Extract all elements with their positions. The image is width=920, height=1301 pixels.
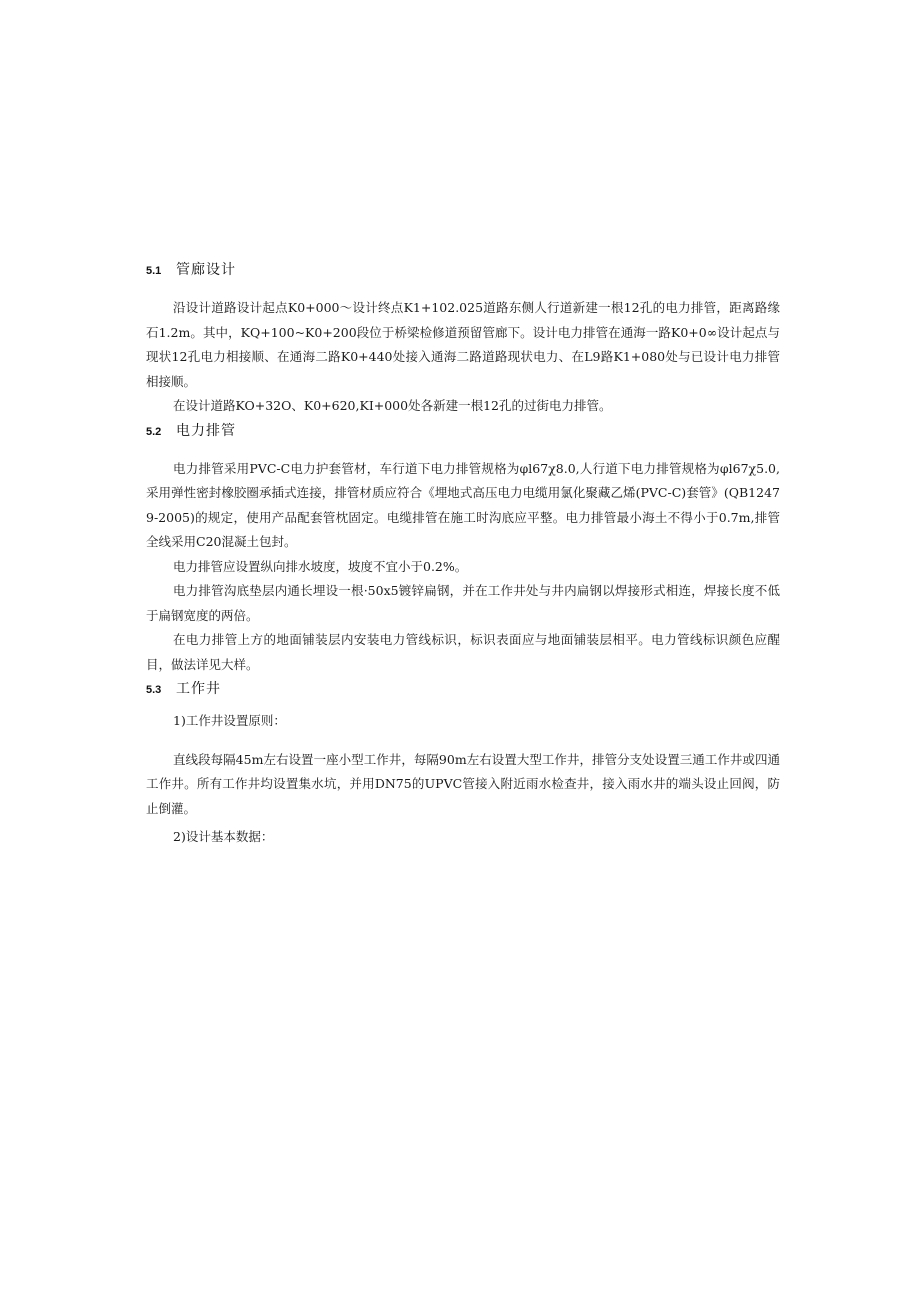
paragraph: 在电力排管上方的地面铺装层内安装电力管线标识，标识表面应与地面铺装层相平。电力管线标识颜色应醒目，做法详见大样。 <box>146 632 780 672</box>
paragraph: 在设计道路KO+32O、K0+620,KI+000处各新建一根12孔的过街电力排管。 <box>173 398 612 413</box>
section-heading-5-1 <box>146 258 780 282</box>
section-title: 工作井 <box>176 681 221 697</box>
paragraph: 电力排管采用PVC-C电力护套管材，车行道下电力排管规格为φl67χ8.0,人行道下电力排管规格为φl67χ5.0,采用弹性密封橡胶圈承插式连接，排管材质应符合《埋地式高压电力电缆用氯化聚藏乙烯(PVC-C)套管》(QB12479-2005)的规定，使用产品配套管枕固定。电缆排管在施工时沟底应平整。电力排管最小海土不得小于0.7m,排管全线采用C20混凝土包封。 <box>146 460 780 549</box>
section-title: 管廊设计 <box>176 262 236 278</box>
paragraph: 沿设计道路设计起点K0+000～设计终点K1+102.025道路东侧人行道新建一根12孔的电力排管，距离路缘石1.2m。其中，KQ+100~K0+200段位于桥梁检修道预留管廊下。设计电力排管在通海一路K0+0∞设计起点与现状12孔电力相接顺、在通海二路K0+440处接入通海二路道路现状电力、在L9路K1+080处与已设计电力排管相接顺。 <box>146 300 780 389</box>
paragraph: 电力排管应设置纵向排水坡度，坡度不宜小于0.2%。 <box>173 558 468 574</box>
section-number: 5.3 <box>146 684 162 696</box>
section-number: 5.2 <box>146 425 162 438</box>
section-number: 5.1 <box>146 265 162 277</box>
document-body <box>146 258 780 850</box>
paragraph: 电力排管沟底垫层内通长埋设一根·50x5镀锌扁钢，并在工作井处与井内扁钢以焊接形式相连，焊接长度不低于扁钢宽度的两倍。 <box>146 583 780 623</box>
list-item-label: 1)工作井设置原则： <box>173 713 286 728</box>
section-heading-5-2 <box>146 419 780 443</box>
section-title: 电力排管 <box>176 422 236 439</box>
paragraph: 直线段每隔45m左右设置一座小型工作井，每隔90m左右设置大型工作井，排管分支处设置三通工作井或四通工作井。所有工作井均设置集水坑，并用DN75的UPVC管接入附近雨水检查井，接入雨水井的端头设止回阀，防止倒灌。 <box>146 751 780 816</box>
list-item-label: 2)设计基本数据： <box>173 829 274 844</box>
section-heading-5-3 <box>146 677 780 701</box>
